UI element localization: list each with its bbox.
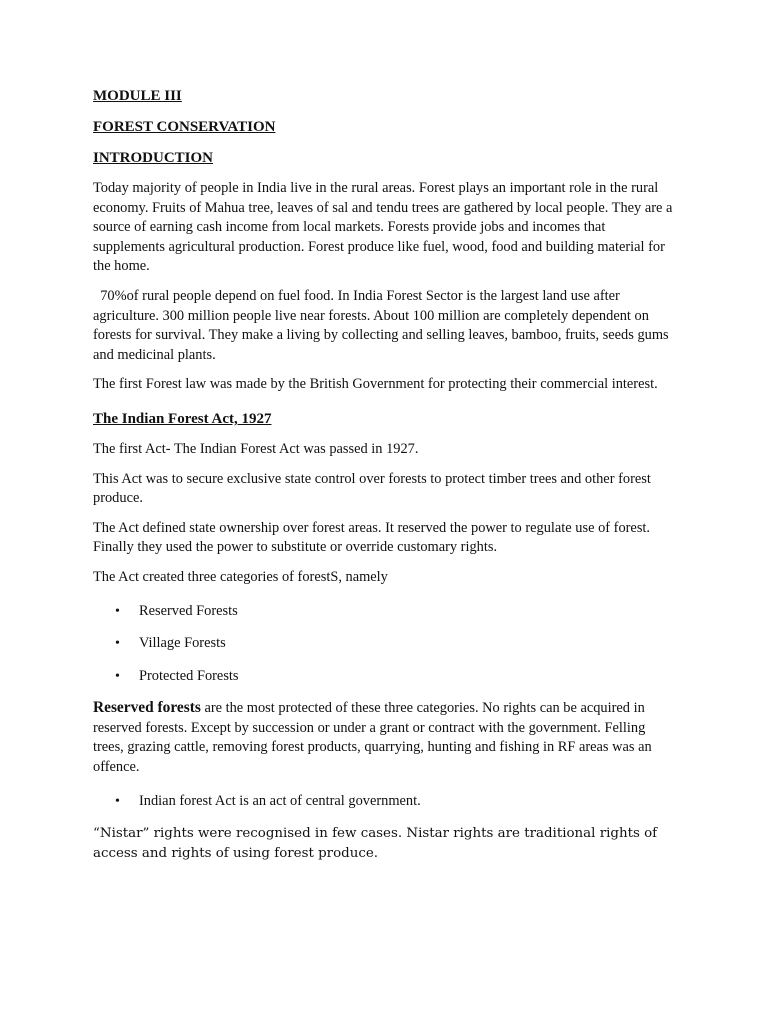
act-paragraph-2: This Act was to secure exclusive state control over forests to protect timber trees and other forest produce. — [93, 470, 651, 507]
bullet-icon: • — [115, 668, 120, 684]
reserved-forests-lead: Reserved forests — [93, 699, 201, 717]
section-title: FOREST CONSERVATION — [93, 119, 276, 135]
list-item-label: Protected Forests — [139, 667, 239, 684]
intro-paragraph-2-text: 70%of rural people depend on fuel food. In India Forest Sector is the largest land use after agriculture. 300 million people live near forests. About 100 million are completely dependent on forests for survival. They make a living by collecting and selling leaves, bamboo, fruits, seeds gums and medicinal plants. — [93, 287, 669, 363]
central-act-list — [93, 792, 675, 812]
document-page — [93, 86, 675, 873]
list-item-label: Reserved Forests — [139, 602, 238, 619]
list-item-label: Village Forests — [139, 635, 226, 652]
act-paragraph-1: The first Act- The Indian Forest Act was passed in 1927. — [93, 440, 419, 457]
module-title: MODULE III — [93, 88, 182, 104]
intro-paragraph-3: The first Forest law was made by the British Government for protecting their commercial interest. — [93, 376, 658, 393]
reserved-forests-text: are the most protected of these three categories. No rights can be acquired in reserved forests. Except by succession or under a grant or contract with the government. Felling trees, grazing cattle, removing forest products, quarrying, hunting and fishing in RF areas was an offence. — [93, 700, 652, 776]
list-item — [93, 667, 675, 687]
list-item — [93, 634, 675, 654]
act-paragraph-4: The Act created three categories of forestS, namely — [93, 568, 388, 585]
intro-paragraph-1: Today majority of people in India live in the rural areas. Forest plays an important role in the rural economy. Fruits of Mahua tree, leaves of sal and tendu trees are gathered by local people. They are a source of earning cash income from local markets. Forests provide jobs and incomes that supplements agricultural production. Forest produce like fuel, wood, food and building material for the home. — [93, 180, 673, 275]
list-item — [93, 602, 675, 622]
bullet-icon: • — [115, 603, 120, 619]
list-item-label: Indian forest Act is an act of central government. — [139, 792, 421, 809]
nistar-paragraph: “Nistar” rights were recognised in few cases. Nistar rights are traditional rights of access and rights of using forest produce. — [93, 826, 658, 861]
reserved-forests-paragraph — [93, 698, 675, 777]
bullet-icon: • — [115, 636, 120, 652]
intro-paragraph-2 — [93, 287, 675, 365]
introduction-heading: INTRODUCTION — [93, 150, 214, 166]
bullet-icon: • — [115, 793, 120, 809]
forest-act-heading: The Indian Forest Act, 1927 — [93, 410, 272, 427]
act-paragraph-3: The Act defined state ownership over forest areas. It reserved the power to regulate use of forest. Finally they used the power to substitute or override customary rights. — [93, 519, 651, 556]
list-item — [93, 792, 675, 812]
forest-categories-list — [93, 602, 675, 687]
